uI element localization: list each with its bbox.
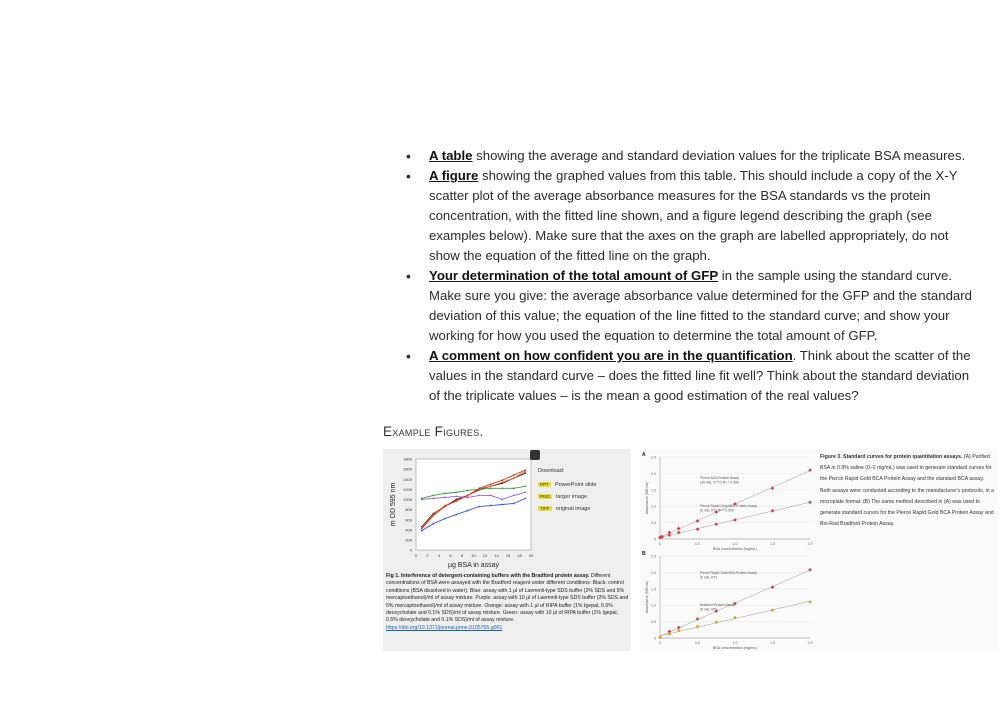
y-tick-label: 2.0	[651, 471, 656, 476]
data-point	[501, 479, 503, 481]
data-point	[501, 487, 503, 489]
x-tick-label: 18	[517, 553, 522, 558]
x-tick-label: 1.5	[770, 641, 775, 645]
panel-label: B	[642, 551, 646, 557]
data-point	[467, 510, 469, 512]
y-tick-label: 0	[409, 547, 412, 553]
download-png-link[interactable]	[538, 494, 587, 500]
y-tick-label: 2.5	[651, 455, 656, 460]
fig3-caption	[820, 452, 996, 530]
data-point	[524, 469, 526, 471]
data-point	[467, 497, 469, 499]
data-point	[501, 504, 503, 506]
x-tick-label: 2.0	[807, 641, 813, 645]
bullet-dot: •	[406, 168, 411, 184]
y-tick-label: 0.5	[651, 521, 656, 526]
data-point	[478, 506, 480, 508]
fig3-charts	[640, 449, 818, 651]
data-point	[490, 487, 492, 489]
data-point	[668, 533, 672, 537]
legend-entry: Pierce Rapid Gold BCA Protein Assay	[700, 504, 757, 508]
bullet-dot: •	[406, 268, 411, 284]
example-figure-3	[640, 449, 998, 651]
fig1-doi-link[interactable]: https://doi.org/10.1371/journal.pone.0195755.g001	[386, 624, 503, 631]
data-point	[808, 500, 812, 504]
data-point	[455, 496, 457, 498]
fig1-chart	[383, 449, 631, 573]
x-tick-label: 14	[494, 553, 499, 558]
bullet-keyword: A figure	[429, 168, 479, 183]
data-point	[513, 477, 515, 479]
fig3-caption-title: Figure 3. Standard curves for protein quantitation assays.	[820, 454, 963, 460]
png-badge: PNG	[540, 494, 550, 499]
legend-entry: Pierce BCA Protein Assay	[700, 476, 740, 480]
bullet-confidence	[406, 346, 976, 406]
fig1-caption-body: Different concentrations of BSA were assayed with the Bradford reagent under different conditions: Black: control conditions (BSA dissolved in water). Blue: assay with 1 µl of Laemmli-type SDS buffer (2% SDS and 5% mercaptoethanol)/ml of assay mixture. Purple: assay with 10 µl of Laemmli-type SDS buffer (2% SDS and 5% mercaptoethanol)/ml of assay mixture. Orange: assay with 1 µl of RIPA buffer (1% Igepal, 0.5% deoxycholate and 0.1% SDS)/ml of assay mixture. Green: assay with 10 µl of RIPA buffer (1% Igepal, 0.5% deoxycholate and 0.1% SDS)/ml of assay mixture.	[386, 573, 629, 624]
download-label: PowerPoint slide	[554, 482, 597, 488]
data-point	[513, 503, 515, 505]
data-point	[501, 499, 503, 501]
bullet-dot: •	[406, 148, 411, 164]
x-tick-label: 0	[659, 542, 661, 546]
data-point	[524, 498, 526, 500]
x-axis-label: BSA concentration (mg/mL)	[713, 547, 757, 551]
legend-entry: Pierce Rapid Gold BCA Protein Assay	[700, 571, 757, 575]
x-axis-label: µg BSA in assay	[447, 562, 500, 569]
data-point	[467, 495, 469, 497]
data-point	[501, 481, 503, 483]
data-point	[513, 495, 515, 497]
data-point	[677, 527, 681, 531]
bullet-text: showing the graphed values from this table. This should include a copy of the X-Y scatter plot of the average absorbance measures for the BSA standards vs the protein concentration, with the fitted line shown, and a figure legend describing the graph (see examples below). Make sure that the axes on the graph are labelled appropriately, do not show the equation of the fitted line on the graph.	[429, 168, 958, 263]
data-point	[808, 568, 812, 572]
y-tick-label: 1600	[403, 466, 412, 472]
x-tick-label: 8	[460, 553, 464, 558]
data-point	[432, 523, 434, 525]
x-tick-label: 0	[414, 553, 418, 558]
y-tick-label: 200	[405, 537, 412, 543]
download-icon[interactable]	[530, 450, 540, 460]
data-point	[524, 472, 526, 474]
data-point	[455, 500, 457, 502]
fig1-caption	[386, 573, 629, 632]
data-point	[734, 616, 737, 619]
data-point	[455, 514, 457, 516]
bullet-dot: •	[406, 348, 411, 364]
bullet-figure	[406, 166, 976, 266]
data-point	[677, 531, 681, 535]
x-tick-label: 10	[471, 553, 476, 558]
data-point	[467, 489, 469, 491]
y-tick-label: 0	[654, 636, 656, 641]
y-tick-label: 1.0	[651, 504, 656, 509]
y-axis-label: Absorbance (595 nm)	[645, 580, 649, 614]
data-point	[478, 495, 480, 497]
y-tick-label: 600	[405, 517, 412, 523]
y-tick-label: 1.5	[651, 587, 656, 592]
data-point	[478, 487, 480, 489]
data-point	[432, 515, 434, 517]
y-tick-label: 1.5	[651, 488, 656, 493]
example-figure-1	[383, 449, 631, 651]
bullet-text: . Think about the scatter of the values in the standard curve – does the fitted line fit well? Think about the standard deviation of the triplicate values – is the mean a good estimation of the real values?	[429, 348, 971, 403]
data-point	[696, 527, 700, 531]
data-point	[714, 522, 718, 526]
data-point	[809, 601, 812, 604]
data-point	[490, 505, 492, 507]
section-heading: Example Figures.	[383, 424, 484, 439]
data-point	[432, 498, 434, 500]
data-point	[490, 495, 492, 497]
y-tick-label: 1200	[403, 486, 412, 492]
y-tick-label: 1000	[403, 497, 412, 503]
y-tick-label: 2.5	[651, 554, 656, 559]
download-label: original image	[555, 506, 591, 512]
download-label: larger image	[555, 494, 588, 500]
bullet-text: showing the average and standard deviation values for the triplicate BSA measures.	[472, 148, 966, 163]
data-point	[668, 633, 671, 636]
x-tick-label: 1.5	[770, 542, 775, 546]
data-point	[524, 485, 526, 487]
x-tick-label: 6	[449, 553, 452, 558]
bullet-keyword: Your determination of the total amount of GFP	[429, 268, 719, 283]
y-tick-label: 1800	[403, 456, 412, 462]
data-point	[771, 609, 774, 612]
bullet-keyword: A comment on how confident you are in the quantification	[429, 348, 793, 363]
data-point	[444, 518, 446, 520]
data-point	[444, 506, 446, 508]
x-tick-label: 0	[659, 641, 661, 645]
data-point	[513, 474, 515, 476]
legend-note: (5 min, RT)	[700, 607, 717, 612]
y-tick-label: 0	[654, 537, 656, 542]
y-tick-label: 1.0	[651, 603, 656, 608]
data-point	[490, 485, 492, 487]
x-tick-label: 2	[426, 553, 429, 558]
plot-area	[416, 459, 531, 550]
y-tick-label: 400	[405, 527, 412, 533]
download-tiff-link[interactable]	[538, 506, 591, 512]
y-tick-label: 2.0	[651, 570, 656, 575]
x-tick-label: 1.0	[732, 542, 738, 546]
fig3-caption-body: (A) Purified BSA in 0.9% saline (0–2 mg/mL) was used to generate standard curves for the Pierce Rapid Gold BCA Protein Assay and the standard BCA assay. Both assays were conducted according to the manufacturer's protocols, in a microplate format. (B) The same method described in (A) was used to generate standard curves for the Pierce Rapid Gold BCA Protein Assay and Bio-Rad Bradford Protein Assay.	[820, 454, 995, 528]
data-point	[677, 629, 680, 632]
data-point	[513, 487, 515, 489]
y-tick-label: 1400	[403, 476, 412, 482]
bullet-table	[406, 146, 976, 166]
x-tick-label: 2.0	[807, 542, 813, 546]
data-point	[771, 509, 775, 513]
x-tick-label: 4	[437, 553, 441, 558]
ppt-badge: PPT	[540, 482, 549, 487]
y-tick-label: 800	[405, 507, 412, 513]
data-point	[733, 518, 737, 522]
x-tick-label: 12	[482, 553, 488, 558]
legend-note: (30 min, 37°C) R² = 0.994	[700, 480, 739, 485]
legend-note: (5 min, RT)	[700, 575, 717, 580]
y-tick-label: 0.5	[651, 620, 656, 625]
y-axis-label: m OD 595 nm	[390, 482, 397, 527]
legend-entry: Bradford Protein Assay	[700, 603, 735, 607]
x-tick-label: 1.0	[732, 641, 738, 645]
bullet-text: in the sample using the standard curve. Make sure you give: the average absorbance value determined for the GFP and the standard deviation of this value; the equation of the line fitted to the standard curve; and show your working for how you used the equation to determine the total amount of GFP.	[429, 268, 972, 343]
x-tick-label: 0.5	[695, 641, 700, 645]
panel-label: A	[642, 452, 646, 458]
data-point	[524, 491, 526, 493]
download-ppt-link[interactable]	[538, 482, 597, 488]
data-point	[444, 492, 446, 494]
bullet-gfp	[406, 266, 976, 346]
download-title: Download:	[538, 468, 565, 474]
data-point	[715, 621, 718, 624]
legend-note: (5 min, RT) R² = 0.999	[700, 508, 734, 513]
data-point	[421, 530, 423, 532]
x-tick-label: 0.5	[695, 542, 700, 546]
data-point	[677, 626, 681, 630]
deliverables-list	[406, 146, 976, 406]
data-point	[421, 528, 423, 530]
tiff-badge: TIFF	[540, 506, 550, 511]
x-axis-label: BSA concentration (mg/mL)	[713, 646, 757, 650]
data-point	[696, 625, 699, 628]
fig1-caption-title: Fig 1. Interference of detergent-containing buffers with the Bradford protein assay.	[386, 573, 590, 579]
bullet-keyword: A table	[429, 148, 473, 163]
y-axis-label: Absorbance (562 nm)	[645, 481, 649, 515]
data-point	[490, 483, 492, 485]
data-point	[659, 636, 662, 639]
data-point	[455, 491, 457, 493]
data-point	[432, 495, 434, 497]
x-tick-label: 16	[505, 553, 511, 558]
data-point	[444, 497, 446, 499]
x-tick-label: 20	[528, 553, 534, 558]
data-point	[421, 498, 423, 500]
